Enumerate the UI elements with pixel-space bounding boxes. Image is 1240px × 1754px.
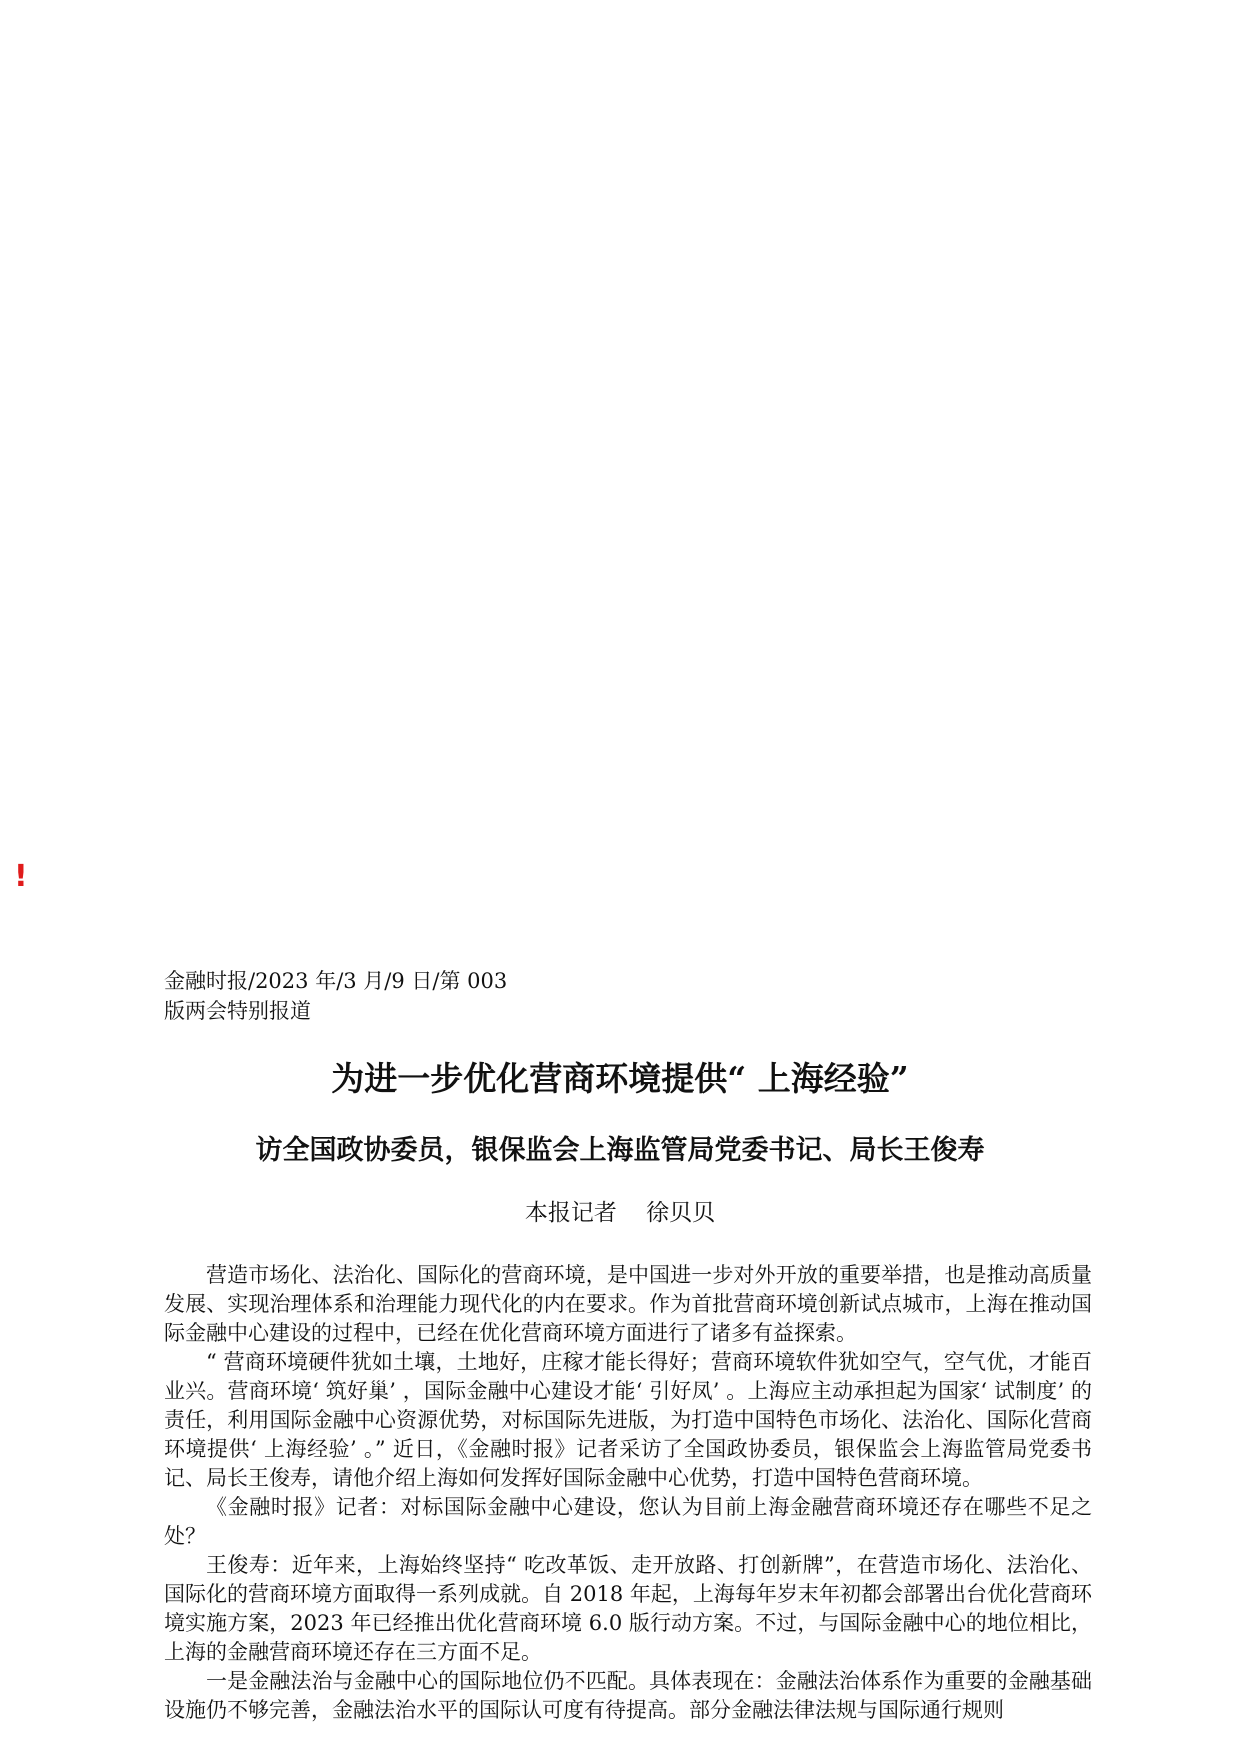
paragraph-question: 《金融时报》记者：对标国际金融中心建设，您认为目前上海金融营商环境还存在哪些不足之处？ bbox=[164, 1495, 1092, 1548]
paragraph-answer: 王俊寿：近年来，上海始终坚持“ 吃改革饭、走开放路、打创新牌”，在营造市场化、法治化、国际化的营商环境方面取得一系列成就。自 2018 年起，上海每年岁末年初都会部署出台优化营商环境实施方案，2023 年已经推出优化营商环境 6.0 版行动方案。不过，与国际金融中心的地位相比，上海的金融营商环境还存在三方面不足。 bbox=[164, 1553, 1092, 1664]
article-title: 为进一步优化营商环境提供“ 上海经验” bbox=[331, 1059, 909, 1098]
paragraph-quote: “ 营商环境硬件犹如土壤，土地好，庄稼才能长得好；营商环境软件犹如空气，空气优，才能百业兴。营商环境‘ 筑好巢’ ，国际金融中心建设才能‘ 引好凤’ 。上海应主动承担起为国家‘ 试制度’ 的责任，利用国际金融中心资源优势，对标国际先进版，为打造中国特色市场化、法治化、国际化营商环境提供‘ 上海经验’ 。” 近日，《金融时报》记者采访了全国政协委员，银保监会上海监管局党委书记、局长王俊寿，请他介绍上海如何发挥好国际金融中心优势，打造中国特色营商环境。 bbox=[164, 1350, 1092, 1490]
source-info bbox=[164, 966, 524, 1026]
paragraph-intro: 营造市场化、法治化、国际化的营商环境，是中国进一步对外开放的重要举措，也是推动高质量发展、实现治理体系和治理能力现代化的内在要求。作为首批营商环境创新试点城市，上海在推动国际金融中心建设的过程中，已经在优化营商环境方面进行了诸多有益探索。 bbox=[164, 1263, 1092, 1345]
byline: 本报记者 徐贝贝 bbox=[524, 1200, 716, 1226]
source-line-2: 版两会特别报道 bbox=[164, 999, 311, 1023]
warning-mark: ! bbox=[14, 859, 28, 894]
article-subtitle: 访全国政协委员，银保监会上海监管局党委书记、局长王俊寿 bbox=[255, 1135, 985, 1166]
source-line-1: 金融时报/2023 年/3 月/9 日/第 003 bbox=[164, 969, 508, 993]
paragraph-point-one: 一是金融法治与金融中心的国际地位仍不匹配。具体表现在：金融法治体系作为重要的金融基础设施仍不够完善，金融法治水平的国际认可度有待提高。部分金融法律法规与国际通行规则 bbox=[164, 1669, 1092, 1722]
article-body bbox=[164, 1261, 1092, 1725]
